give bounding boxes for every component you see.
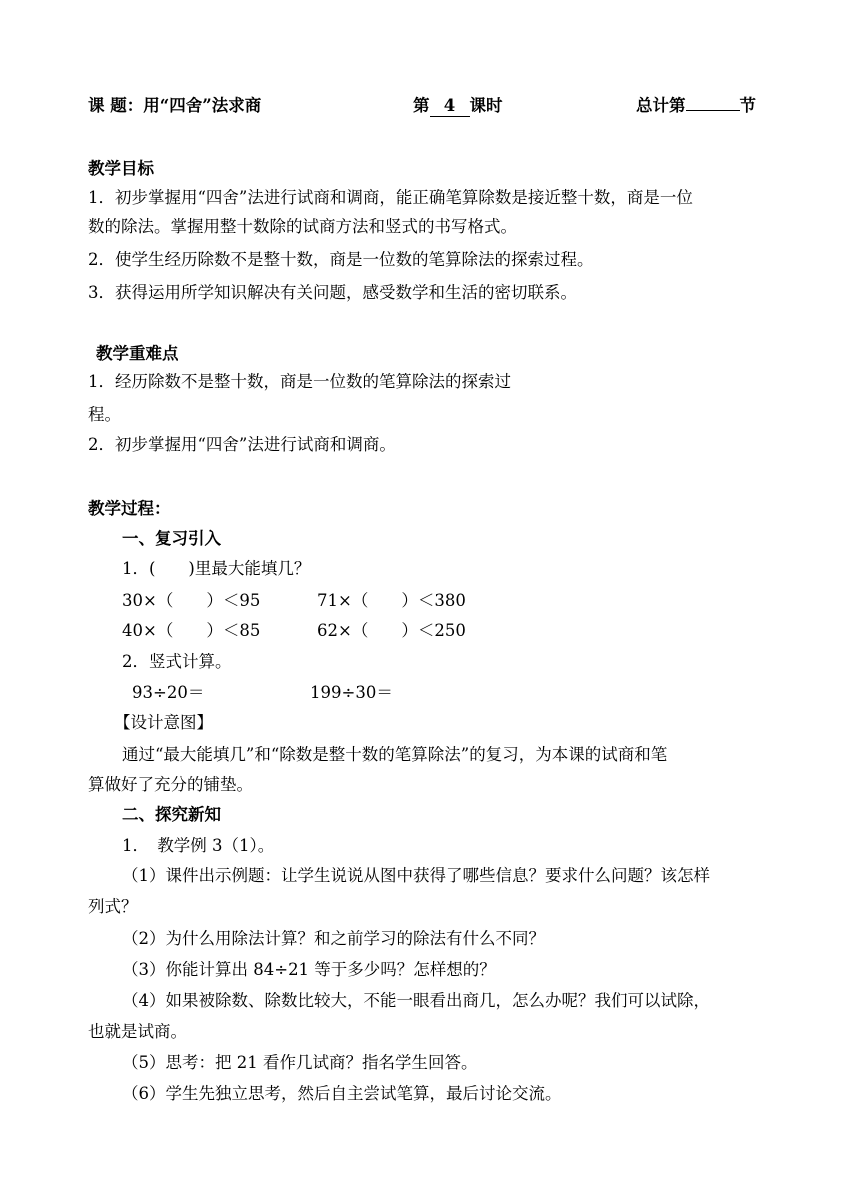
explore-step: （6）学生先独立思考，然后自主尝试笔算，最后讨论交流。: [122, 1084, 562, 1103]
lesson-suffix: 课时: [469, 96, 503, 115]
key-point-line: 程。: [88, 405, 121, 424]
fill-item: 30×（ ）＜95: [122, 591, 261, 610]
total-number: [686, 110, 740, 111]
total-count-label: [636, 94, 756, 118]
explore-step: （5）思考：把 21 看作几试商？指名学生回答。: [122, 1053, 478, 1072]
fill-item: 62×（ ）＜250: [317, 621, 466, 640]
lesson-number-label: [413, 94, 503, 118]
process-heading: 教学过程：: [88, 499, 171, 518]
key-point-line: 2．初步掌握用“四舍”法进行试商和调商。: [88, 435, 396, 454]
objectives-heading: 教学目标: [88, 159, 154, 178]
design-intent-text: 算做好了充分的铺垫。: [88, 775, 253, 794]
explore-step: 也就是试商。: [88, 1022, 187, 1041]
key-point-line: 1．经历除数不是整十数，商是一位数的笔算除法的探索过: [88, 372, 511, 391]
explore-step: （2）为什么用除法计算？和之前学习的除法有什么不同？: [122, 929, 545, 948]
total-prefix: 总计第: [636, 96, 686, 115]
lesson-number: 4: [430, 96, 470, 117]
total-suffix: 节: [739, 96, 756, 115]
fill-item: 40×（ ）＜85: [122, 621, 261, 640]
review-question-2: 2．竖式计算。: [122, 652, 232, 671]
calc-item: 199÷30＝: [310, 683, 393, 702]
key-points-heading: 教学重难点: [96, 344, 179, 363]
calc-item: 93÷20＝: [132, 683, 205, 702]
objective-line: 3．获得运用所学知识解决有关问题，感受数学和生活的密切联系。: [88, 283, 577, 302]
lesson-prefix: 第: [413, 96, 430, 115]
explore-step: （3）你能计算出 84÷21 等于多少吗？怎样想的？: [122, 960, 496, 979]
fill-item: 71×（ ）＜380: [317, 591, 466, 610]
objective-line: 2．使学生经历除数不是整十数，商是一位数的笔算除法的探索过程。: [88, 250, 594, 269]
review-heading: 一、复习引入: [122, 529, 221, 548]
objective-line: 数的除法。掌握用整十数除的试商方法和竖式的书写格式。: [88, 217, 517, 236]
example-label: 1． 教学例 3（1）。: [122, 836, 275, 855]
design-intent-label: 【设计意图】: [114, 713, 213, 732]
design-intent-text: 通过“最大能填几”和“除数是整十数的笔算除法”的复习，为本课的试商和笔: [122, 745, 668, 764]
review-question-1: 1．( )里最大能填几？: [122, 559, 311, 578]
explore-step: 列式？: [88, 897, 138, 916]
objective-line: 1．初步掌握用“四舍”法进行试商和调商，能正确笔算除数是接近整十数，商是一位: [88, 188, 693, 207]
explore-step: （1）课件出示例题：让学生说说从图中获得了哪些信息？要求什么问题？该怎样: [122, 866, 710, 885]
lesson-topic: 课 题：用“四舍”法求商: [88, 96, 262, 115]
explore-heading: 二、探究新知: [122, 805, 221, 824]
explore-step: （4）如果被除数、除数比较大，不能一眼看出商几，怎么办呢？我们可以试除，: [122, 991, 710, 1010]
